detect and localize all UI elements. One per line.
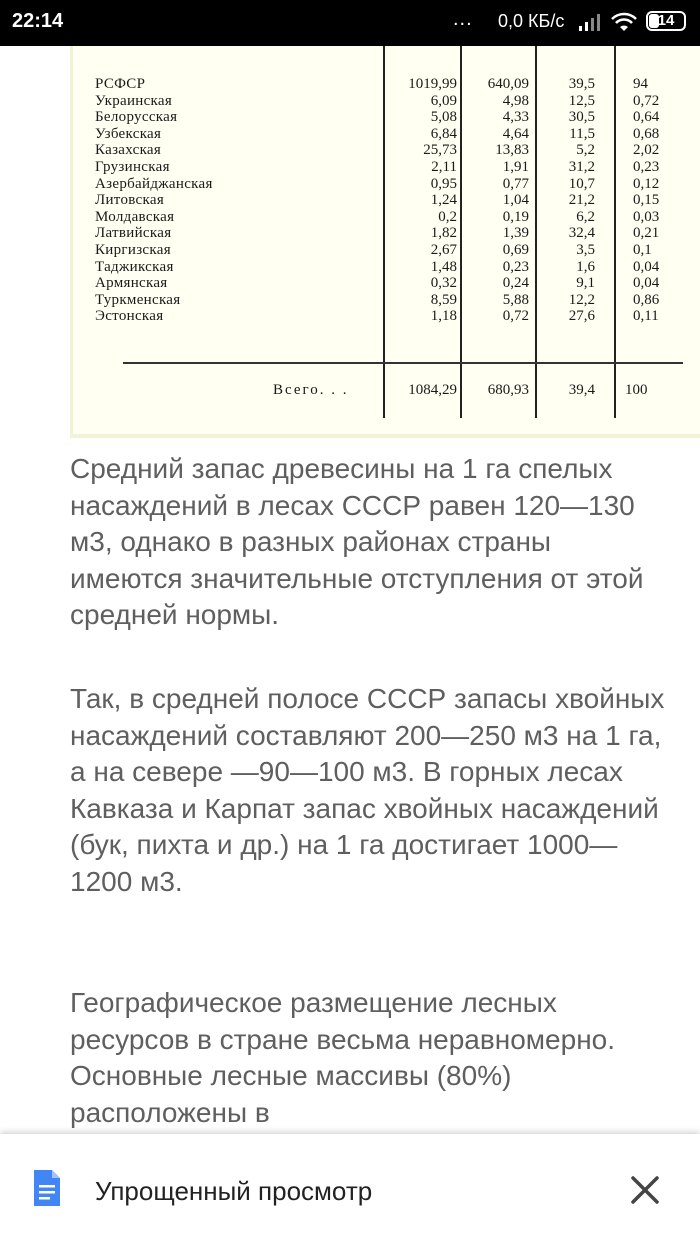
table-cell: 5,08 (430, 109, 457, 126)
table-cell: 6,84 (430, 125, 457, 142)
status-time: 22:14 (12, 10, 64, 32)
table-total-divider (123, 362, 683, 364)
battery-icon (646, 11, 686, 31)
table-cell: 6,2 (576, 208, 595, 225)
table-cell: 1,18 (430, 308, 457, 325)
table-cell: 11,5 (569, 125, 595, 142)
table-cell: 0,64 (633, 109, 660, 126)
table-total-value: 1084,29 (408, 382, 457, 398)
table-cell: 1,6 (576, 258, 595, 275)
battery-level: 14 (657, 12, 675, 29)
table-row-name: Молдавская (95, 208, 175, 225)
table-cell: 0,12 (633, 175, 660, 192)
table-row-name: Азербайджанская (95, 175, 213, 192)
table-cell: 9,1 (576, 275, 595, 292)
table-row-name: Казахская (95, 142, 162, 159)
close-icon[interactable] (629, 1174, 661, 1206)
table-cell: 1,04 (502, 192, 529, 209)
status-notification-dots: ... (453, 8, 473, 30)
table-cell: 0,95 (430, 175, 457, 192)
table-cell: 13,83 (495, 142, 529, 159)
table-cell: 0,04 (633, 258, 660, 275)
table-cell: 1019,99 (408, 76, 457, 92)
table-cell: 12,2 (568, 291, 595, 308)
table-row-name: РСФСР (95, 76, 146, 92)
scanned-table (70, 46, 700, 438)
table-cell: 4,98 (502, 92, 529, 109)
table-cell: 0,15 (633, 192, 660, 209)
table-cell: 1,48 (430, 258, 457, 275)
table-cell: 4,33 (502, 109, 529, 126)
table-cell: 1,24 (430, 192, 457, 209)
table-cell: 5,88 (502, 291, 529, 308)
simplified-view-bar[interactable] (0, 1134, 700, 1244)
table-row-name: Таджикская (95, 258, 174, 275)
table-total-value: 39,4 (568, 382, 595, 398)
signal-icon (578, 12, 602, 32)
table-row-name: Белорусская (95, 109, 178, 126)
table-cell: 0,69 (502, 242, 529, 258)
table-cell: 2,67 (430, 242, 457, 258)
status-bar (0, 0, 700, 46)
table-cell: 1,82 (430, 225, 457, 242)
table-cell: 0,11 (633, 308, 659, 325)
table-total-label: Всего. . . (273, 382, 349, 398)
table-cell: 39,5 (568, 76, 595, 92)
table-row-name: Литовская (95, 192, 165, 209)
table-cell: 2,02 (633, 142, 660, 159)
table-cell: 27,6 (568, 308, 595, 325)
article-paragraph: Так, в средней полосе СССР запасы хвойных насаждений составляют 200—250 м3 на 1 га, а на севере —90—100 м3. В горных лесах Кавказа и Карпат запас хвойных насаждений (бук, пихта и др.) на 1 га достигает 1000—1200 м3. (70, 683, 665, 897)
table-total-value: 100 (625, 382, 648, 398)
table-cell: 4,64 (502, 125, 529, 142)
article-paragraph: Географическое размещение лесных ресурсов в стране весьма неравномерно. Основные лесные массивы (80%) расположены в (70, 987, 616, 1128)
table-cell: 21,2 (568, 192, 595, 209)
table-row-name: Узбекская (95, 125, 162, 142)
article-paragraph: Средний запас древесины на 1 га спелых насаждений в лесах СССР равен 120—130 м3, однако в разных районах страны имеются значительные отступления от этой средней нормы. (70, 453, 644, 630)
table-cell: 0,21 (633, 225, 660, 242)
table-cell: 6,09 (430, 92, 457, 109)
table-cell: 1,91 (502, 159, 529, 175)
table-cell: 0,23 (502, 258, 529, 275)
table-cell: 640,09 (487, 76, 529, 92)
table-cell: 5,2 (576, 142, 595, 159)
table-cell: 31,2 (568, 159, 595, 175)
table-row-name: Латвийская (95, 225, 172, 242)
table-row-name: Украинская (95, 92, 173, 109)
table-cell: 2,11 (431, 159, 457, 175)
table-cell: 0,1 (633, 242, 652, 258)
table-cell: 0,72 (633, 92, 660, 109)
table-cell: 10,7 (568, 175, 595, 192)
table-row-name: Киргизская (95, 242, 171, 258)
table-cell: 0,68 (633, 125, 660, 142)
table-cell: 0,32 (430, 275, 457, 292)
table-cell: 0,19 (502, 208, 529, 225)
table-row-name: Грузинская (95, 159, 170, 175)
table-cell: 0,03 (633, 208, 660, 225)
table-row-name: Туркменская (95, 291, 181, 308)
table-cell: 1,39 (502, 225, 529, 242)
table-total-value: 680,93 (487, 382, 529, 398)
simplified-view-label[interactable]: Упрощенный просмотр (95, 1176, 373, 1206)
table-cell: 0,24 (502, 275, 529, 292)
table-row-name: Армянская (95, 275, 168, 292)
table-cell: 0,86 (633, 291, 660, 308)
table-row-name: Эстонская (95, 308, 164, 325)
table-cell: 3,5 (576, 242, 595, 258)
table-cell: 25,73 (423, 142, 457, 159)
table-cell: 32,4 (568, 225, 595, 242)
table-cell: 30,5 (568, 109, 595, 126)
doc-icon (32, 1168, 62, 1208)
status-network-speed: 0,0 КБ/с (498, 11, 565, 31)
table-cell: 94 (633, 76, 648, 92)
table-cell: 0,72 (502, 308, 529, 325)
table-cell: 0,23 (633, 159, 660, 175)
wifi-icon (610, 11, 638, 33)
table-cell: 0,77 (502, 175, 529, 192)
table-cell: 12,5 (568, 92, 595, 109)
table-cell: 8,59 (430, 291, 457, 308)
table-cell: 0,04 (633, 275, 660, 292)
table-cell: 0,2 (438, 208, 457, 225)
